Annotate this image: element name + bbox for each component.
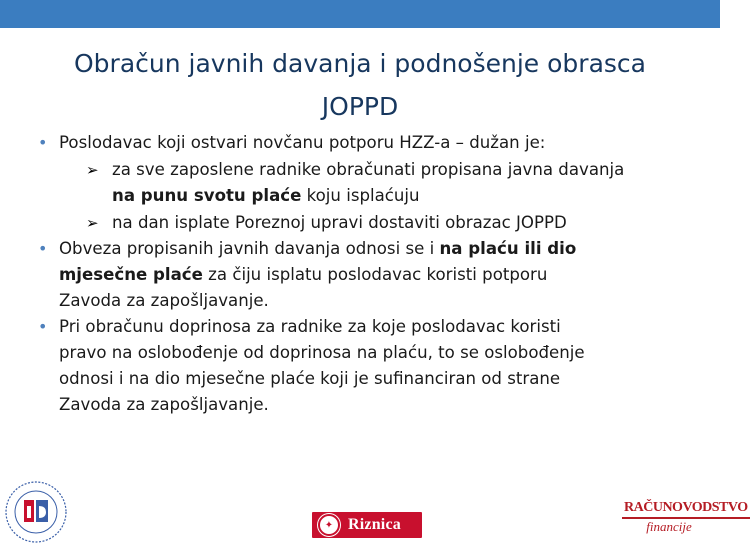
sub-item-1 — [20, 157, 700, 209]
bullet-dot-icon: • — [38, 317, 48, 336]
udruga-logo — [0, 476, 70, 540]
arrow-bullet-icon: ➢ — [86, 214, 99, 232]
bullet-2-bold2: mjesečne plaće — [59, 265, 203, 284]
seal-icon: ✦ — [318, 514, 340, 536]
riznica-logo — [312, 512, 422, 538]
sub-2-text: na dan isplate Poreznoj upravi dostaviti obrazac JOPPD — [112, 213, 567, 232]
bullet-item-1 — [20, 130, 700, 156]
bullet-2-bold1: na plaću ili dio — [439, 239, 577, 258]
racunovodstvo-text: RAČUNOVODSTVO — [622, 499, 750, 519]
slide-content — [20, 130, 700, 418]
bullet-3-line4: Zavoda za zapošljavanje. — [59, 395, 269, 414]
bullet-dot-icon: • — [38, 133, 48, 152]
sub-1-rest: koju isplaćuju — [301, 186, 420, 205]
bullet-2-rest: za čiju isplatu poslodavac koristi potporu — [202, 265, 548, 284]
bullet-item-3 — [20, 314, 700, 418]
bullet-item-2 — [20, 236, 700, 314]
racunovodstvo-logo — [622, 496, 748, 540]
slide-title — [30, 42, 690, 128]
bullet-3-line3: odnosi i na dio mjesečne plaće koji je sufinanciran od strane — [59, 369, 561, 388]
bullet-2-pre: Obveza propisanih javnih davanja odnosi se i — [59, 239, 440, 258]
bullet-3-line1: Pri obračunu doprinosa za radnike za koje poslodavac koristi — [59, 317, 561, 336]
sub-1-bold: na punu svotu plaće — [112, 186, 302, 205]
bullet-3-line2: pravo na oslobođenje od doprinosa na plaću, to se oslobođenje — [59, 343, 585, 362]
bullet-2-line3: Zavoda za zapošljavanje. — [59, 291, 269, 310]
riznica-text: Riznica — [348, 516, 401, 533]
financije-text: financije — [646, 519, 692, 534]
sub-1-line1: za sve zaposlene radnike obračunati propisana javna davanja — [112, 160, 625, 179]
bullet-1-text: Poslodavac koji ostvari novčanu potporu HZZ-a – dužan je: — [59, 133, 546, 152]
slide-title-line1: Obračun javnih davanja i podnošenje obrasca — [74, 49, 646, 78]
sub-item-2 — [20, 210, 700, 236]
slide-title-line2: JOPPD — [321, 92, 399, 121]
top-band — [0, 0, 720, 28]
arrow-bullet-icon: ➢ — [86, 161, 99, 179]
bullet-dot-icon: • — [38, 239, 48, 258]
